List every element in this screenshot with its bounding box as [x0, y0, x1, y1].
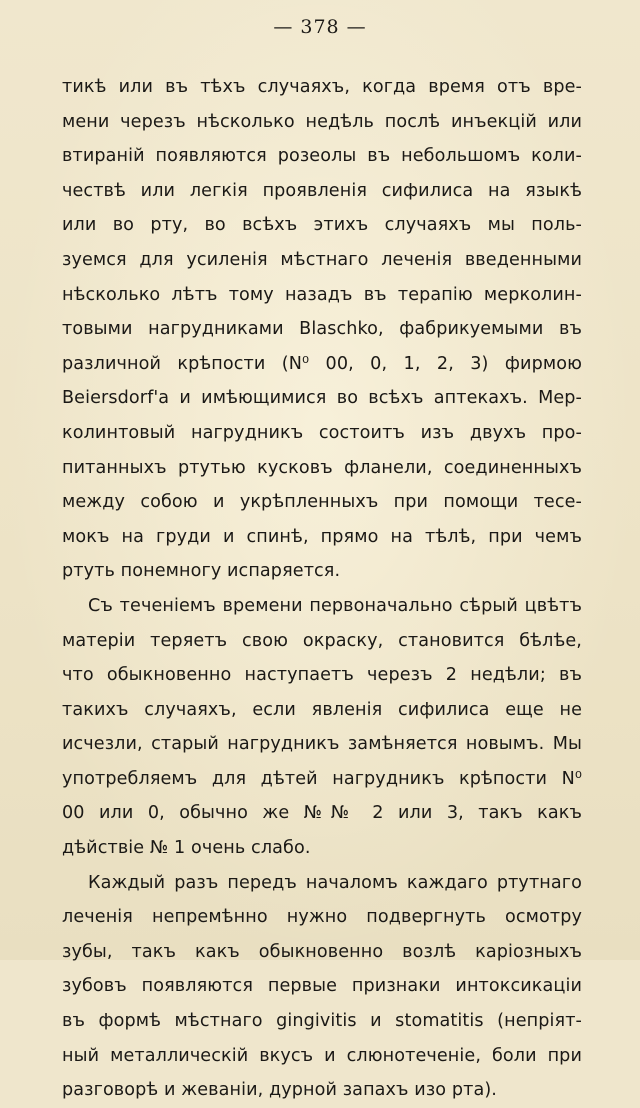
text-line: 00 или 0, обычно же №№ 2 или 3, такъ какъ	[62, 803, 582, 824]
text-line: ный металлическій вкусъ и слюнотеченіе, боли при	[62, 1045, 582, 1066]
text-line: ртуть понемногу испаряется.	[62, 561, 341, 582]
text-line: употребляемъ для дѣтей нагрудникъ крѣпости N⁰	[62, 768, 582, 789]
text-line: нѣсколько лѣтъ тому назадъ въ терапію мерколин-	[62, 284, 582, 305]
body-text	[62, 70, 582, 1108]
text-line: Съ теченіемъ времени первоначально сѣрый цвѣтъ	[88, 595, 582, 616]
text-line: Beiersdorf'а и имѣющимися во всѣхъ аптекахъ. Мер-	[62, 388, 582, 409]
text-line: между собою и укрѣпленныхъ при помощи тесе-	[62, 492, 582, 513]
text-line: чествѣ или легкія проявленія сифилиса на языкѣ	[62, 180, 582, 201]
text-line: дѣйствіе № 1 очень слабо.	[62, 838, 311, 859]
text-line: зубы, такъ какъ обыкновенно возлѣ каріозныхъ	[62, 941, 582, 962]
text-line: Каждый разъ передъ началомъ каждаго ртутнаго	[88, 872, 582, 893]
text-line: тикѣ или въ тѣхъ случаяхъ, когда время отъ вре-	[62, 77, 582, 97]
text-line: мокъ на груди и спинѣ, прямо на тѣлѣ, при чемъ	[62, 526, 582, 547]
text-line: разговорѣ и жеваніи, дурной запахъ изо рта).	[62, 1080, 497, 1101]
text-line: такихъ случаяхъ, если явленія сифилиса еще не	[62, 699, 582, 720]
page-number: — 378 —	[273, 16, 367, 38]
text-line: товыми нагрудниками Blaschko, фабрикуемыми въ	[62, 319, 582, 340]
text-line: мени черезъ нѣсколько недѣль послѣ инъекцій или	[62, 111, 582, 132]
text-line: различной крѣпости (N⁰ 00, 0, 1, 2, 3) фирмою	[62, 353, 582, 374]
text-line: леченія непремѣнно нужно подвергнуть осмотру	[62, 907, 582, 928]
text-line: исчезли, старый нагрудникъ замѣняется новымъ. Мы	[62, 734, 582, 755]
text-line: втираній появляются розеолы въ небольшомъ коли-	[62, 146, 582, 167]
text-line: колинтовый нагрудникъ состоитъ изъ двухъ про-	[62, 422, 582, 443]
text-line: зуемся для усиленія мѣстнаго леченія введенными	[62, 249, 582, 270]
text-line: матеріи теряетъ свою окраску, становится бѣлѣе,	[62, 630, 582, 651]
text-line: питанныхъ ртутью кусковъ фланели, соединенныхъ	[62, 457, 582, 478]
text-line: зубовъ появляются первые признаки интоксикаціи	[62, 976, 582, 997]
text-line: въ формѣ мѣстнаго gingivitis и stomatitis (непріят-	[62, 1011, 582, 1032]
text-line: что обыкновенно наступаетъ черезъ 2 недѣли; въ	[62, 665, 582, 686]
text-line: или во рту, во всѣхъ этихъ случаяхъ мы поль-	[62, 215, 582, 236]
